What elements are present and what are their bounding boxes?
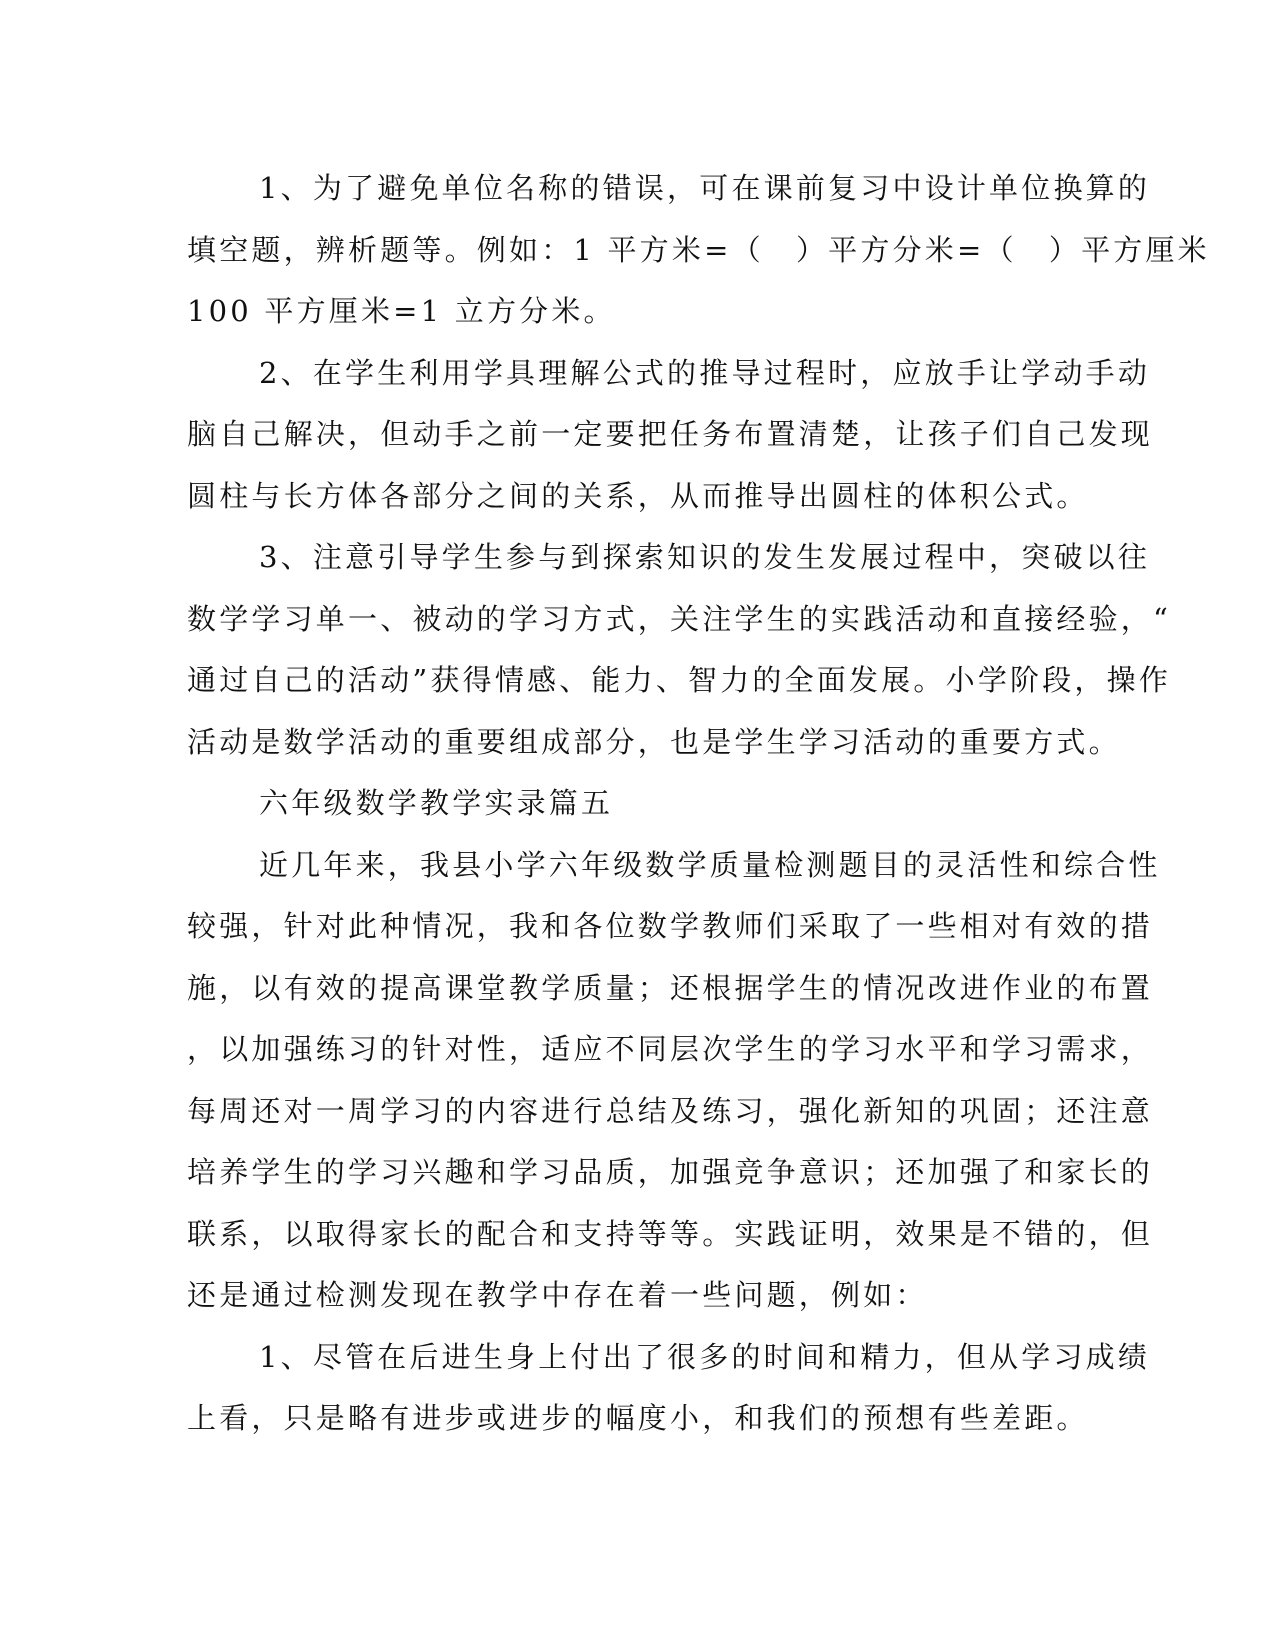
paragraph-4-line-6: 培养学生的学习兴趣和学习品质，加强竞争意识；还加强了和家长的 xyxy=(187,1155,1154,1189)
paragraph-4-line-4: ，以加强练习的针对性，适应不同层次学生的学习水平和学习需求， xyxy=(187,1032,1154,1066)
paragraph-5-line-2: 上看，只是略有进步或进步的幅度小，和我们的预想有些差距。 xyxy=(187,1401,1089,1435)
paragraph-3-line-4: 活动是数学活动的重要组成部分，也是学生学习活动的重要方式。 xyxy=(187,724,1121,759)
paragraph-4-line-3: 施，以有效的提高课堂教学质量；还根据学生的情况改进作业的布置 xyxy=(187,970,1154,1005)
paragraph-4-line-7: 联系，以取得家长的配合和支持等等。实践证明，效果是不错的，但 xyxy=(187,1216,1154,1251)
paragraph-3-line-1: 3、注意引导学生参与到探索知识的发生发展过程中，突破以往 xyxy=(259,540,1151,574)
paragraph-2-line-1: 2、在学生利用学具理解公式的推导过程时，应放手让学动手动 xyxy=(259,355,1151,390)
paragraph-1-line-3: 100 平方厘米=1 立方分米。 xyxy=(187,294,616,328)
paragraph-1-line-2: 填空题，辨析题等。例如：1 平方米=（ ）平方分米=（ ）平方厘米 xyxy=(187,232,1210,267)
paragraph-3-line-2: 数学学习单一、被动的学习方式，关注学生的实践活动和直接经验，“ xyxy=(187,601,1172,636)
paragraph-4-line-2: 较强，针对此种情况，我和各位数学教师们采取了一些相对有效的措 xyxy=(187,909,1154,943)
paragraph-5-line-1: 1、尽管在后进生身上付出了很多的时间和精力，但从学习成绩 xyxy=(259,1339,1151,1374)
paragraph-4-line-5: 每周还对一周学习的内容进行总结及练习，强化新知的巩固；还注意 xyxy=(187,1093,1154,1128)
paragraph-2-line-3: 圆柱与长方体各部分之间的关系，从而推导出圆柱的体积公式。 xyxy=(187,478,1089,513)
paragraph-3-line-3: 通过自己的活动”获得情感、能力、智力的全面发展。小学阶段，操作 xyxy=(187,663,1172,697)
paragraph-2-line-2: 脑自己解决，但动手之前一定要把任务布置清楚，让孩子们自己发现 xyxy=(187,417,1154,451)
document-body xyxy=(187,158,1210,1450)
paragraph-4-line-8: 还是通过检测发现在教学中存在着一些问题，例如： xyxy=(187,1278,928,1312)
paragraph-1-line-1: 1、为了避免单位名称的错误，可在课前复习中设计单位换算的 xyxy=(259,171,1151,205)
paragraph-4-line-1: 近几年来，我县小学六年级数学质量检测题目的灵活性和综合性 xyxy=(259,847,1161,882)
section-heading: 六年级数学教学实录篇五 xyxy=(259,786,614,820)
